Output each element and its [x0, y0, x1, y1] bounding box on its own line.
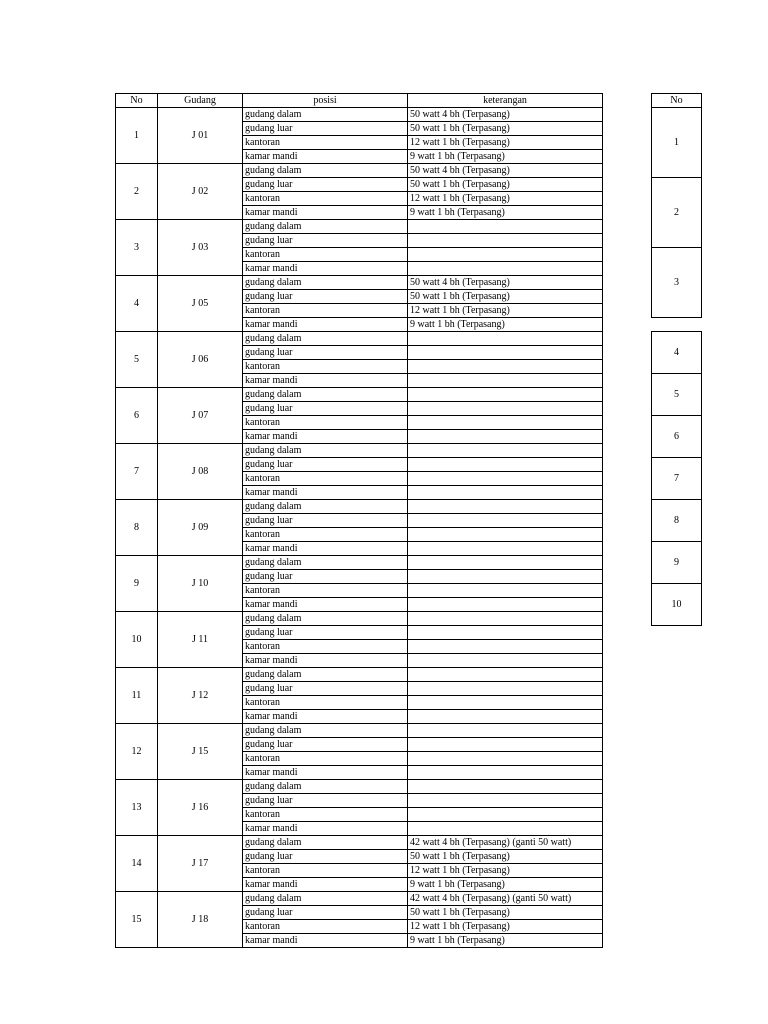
cell-posisi: kantoran: [243, 304, 408, 318]
cell-posisi: gudang dalam: [243, 724, 408, 738]
table-row: [116, 388, 603, 402]
row-gudang: J 16: [158, 780, 243, 836]
cell-posisi: kamar mandi: [243, 206, 408, 220]
table-row: [116, 556, 603, 570]
row-no: 5: [116, 332, 158, 388]
cell-posisi: kamar mandi: [243, 710, 408, 724]
cell-keterangan: [408, 640, 603, 654]
row-no: 12: [116, 724, 158, 780]
table-row: [116, 668, 603, 682]
cell-keterangan: [408, 472, 603, 486]
cell-posisi: gudang luar: [243, 402, 408, 416]
cell-posisi: kantoran: [243, 416, 408, 430]
cell-posisi: gudang dalam: [243, 836, 408, 850]
cell-keterangan: 50 watt 1 bh (Terpasang): [408, 850, 603, 864]
side-item-no: 4: [651, 331, 702, 374]
row-gudang: J 08: [158, 444, 243, 500]
cell-posisi: kamar mandi: [243, 822, 408, 836]
cell-keterangan: 50 watt 1 bh (Terpasang): [408, 290, 603, 304]
table-row: [116, 332, 603, 346]
cell-keterangan: [408, 752, 603, 766]
cell-keterangan: [408, 542, 603, 556]
header-posisi: posisi: [243, 94, 408, 108]
row-no: 15: [116, 892, 158, 948]
cell-keterangan: 9 watt 1 bh (Terpasang): [408, 318, 603, 332]
cell-posisi: kamar mandi: [243, 150, 408, 164]
row-no: 1: [116, 108, 158, 164]
cell-posisi: kantoran: [243, 192, 408, 206]
row-no: 10: [116, 612, 158, 668]
cell-posisi: kamar mandi: [243, 542, 408, 556]
cell-posisi: kamar mandi: [243, 766, 408, 780]
row-no: 3: [116, 220, 158, 276]
cell-keterangan: [408, 822, 603, 836]
cell-posisi: kantoran: [243, 808, 408, 822]
cell-keterangan: [408, 388, 603, 402]
cell-posisi: kantoran: [243, 360, 408, 374]
row-gudang: J 11: [158, 612, 243, 668]
cell-posisi: gudang dalam: [243, 388, 408, 402]
cell-posisi: gudang luar: [243, 682, 408, 696]
row-gudang: J 06: [158, 332, 243, 388]
cell-keterangan: [408, 612, 603, 626]
cell-posisi: kamar mandi: [243, 430, 408, 444]
cell-posisi: gudang dalam: [243, 668, 408, 682]
cell-posisi: kantoran: [243, 136, 408, 150]
cell-posisi: gudang luar: [243, 458, 408, 472]
cell-keterangan: 9 watt 1 bh (Terpasang): [408, 878, 603, 892]
cell-posisi: gudang luar: [243, 794, 408, 808]
side-item-no: 8: [651, 499, 702, 542]
row-no: 13: [116, 780, 158, 836]
cell-keterangan: 42 watt 4 bh (Terpasang) (ganti 50 watt): [408, 892, 603, 906]
header-gudang: Gudang: [158, 94, 243, 108]
cell-posisi: gudang dalam: [243, 892, 408, 906]
cell-posisi: gudang dalam: [243, 612, 408, 626]
table-row: [116, 892, 603, 906]
row-gudang: J 01: [158, 108, 243, 164]
cell-posisi: gudang luar: [243, 906, 408, 920]
row-gudang: J 02: [158, 164, 243, 220]
row-gudang: J 15: [158, 724, 243, 780]
cell-posisi: gudang luar: [243, 738, 408, 752]
table-row: [116, 164, 603, 178]
row-gudang: J 17: [158, 836, 243, 892]
side-item-no: 9: [651, 541, 702, 584]
cell-keterangan: [408, 262, 603, 276]
cell-posisi: gudang luar: [243, 290, 408, 304]
header-row: [116, 94, 603, 108]
cell-keterangan: [408, 346, 603, 360]
cell-posisi: gudang luar: [243, 514, 408, 528]
cell-keterangan: [408, 710, 603, 724]
row-gudang: J 07: [158, 388, 243, 444]
cell-keterangan: 9 watt 1 bh (Terpasang): [408, 150, 603, 164]
cell-keterangan: 50 watt 1 bh (Terpasang): [408, 906, 603, 920]
table-row: [116, 220, 603, 234]
cell-keterangan: [408, 808, 603, 822]
cell-posisi: gudang dalam: [243, 500, 408, 514]
table-row: [116, 612, 603, 626]
row-no: 4: [116, 276, 158, 332]
cell-keterangan: 50 watt 1 bh (Terpasang): [408, 178, 603, 192]
cell-keterangan: [408, 626, 603, 640]
side-item-no: 3: [651, 247, 702, 318]
cell-keterangan: [408, 374, 603, 388]
cell-keterangan: 12 watt 1 bh (Terpasang): [408, 192, 603, 206]
cell-posisi: gudang luar: [243, 122, 408, 136]
cell-keterangan: [408, 738, 603, 752]
cell-posisi: gudang dalam: [243, 276, 408, 290]
cell-keterangan: [408, 248, 603, 262]
cell-posisi: kamar mandi: [243, 318, 408, 332]
cell-posisi: gudang dalam: [243, 444, 408, 458]
cell-posisi: kantoran: [243, 864, 408, 878]
table-row: [116, 108, 603, 122]
cell-posisi: gudang luar: [243, 570, 408, 584]
cell-posisi: kamar mandi: [243, 934, 408, 948]
cell-keterangan: 12 watt 1 bh (Terpasang): [408, 864, 603, 878]
cell-posisi: kantoran: [243, 752, 408, 766]
cell-posisi: kantoran: [243, 528, 408, 542]
cell-posisi: gudang dalam: [243, 108, 408, 122]
row-gudang: J 05: [158, 276, 243, 332]
cell-keterangan: [408, 528, 603, 542]
cell-posisi: kantoran: [243, 640, 408, 654]
cell-posisi: kamar mandi: [243, 878, 408, 892]
cell-posisi: kantoran: [243, 696, 408, 710]
row-no: 9: [116, 556, 158, 612]
cell-keterangan: 9 watt 1 bh (Terpasang): [408, 934, 603, 948]
cell-keterangan: [408, 598, 603, 612]
cell-keterangan: 50 watt 1 bh (Terpasang): [408, 122, 603, 136]
cell-posisi: kantoran: [243, 584, 408, 598]
row-gudang: J 10: [158, 556, 243, 612]
row-no: 8: [116, 500, 158, 556]
cell-keterangan: [408, 360, 603, 374]
cell-posisi: gudang dalam: [243, 780, 408, 794]
table-row: [116, 836, 603, 850]
side-item-no: 6: [651, 415, 702, 458]
cell-posisi: gudang luar: [243, 178, 408, 192]
cell-keterangan: [408, 416, 603, 430]
cell-keterangan: [408, 654, 603, 668]
side-item-no: 10: [651, 583, 702, 626]
cell-keterangan: [408, 220, 603, 234]
row-no: 2: [116, 164, 158, 220]
side-item-no: 2: [651, 177, 702, 248]
table-row: [116, 444, 603, 458]
cell-keterangan: 50 watt 4 bh (Terpasang): [408, 164, 603, 178]
side-item-no: 7: [651, 457, 702, 500]
cell-posisi: kamar mandi: [243, 486, 408, 500]
cell-posisi: gudang dalam: [243, 220, 408, 234]
cell-keterangan: 12 watt 1 bh (Terpasang): [408, 920, 603, 934]
cell-posisi: gudang dalam: [243, 556, 408, 570]
cell-keterangan: [408, 724, 603, 738]
cell-posisi: kamar mandi: [243, 598, 408, 612]
row-no: 7: [116, 444, 158, 500]
side-header-no: No: [651, 93, 702, 108]
cell-posisi: gudang luar: [243, 346, 408, 360]
cell-keterangan: [408, 332, 603, 346]
cell-keterangan: [408, 556, 603, 570]
cell-posisi: kantoran: [243, 472, 408, 486]
cell-keterangan: [408, 430, 603, 444]
cell-posisi: kantoran: [243, 920, 408, 934]
cell-keterangan: [408, 570, 603, 584]
cell-keterangan: [408, 668, 603, 682]
table-row: [116, 500, 603, 514]
header-keterangan: keterangan: [408, 94, 603, 108]
header-no: No: [116, 94, 158, 108]
table-row: [116, 724, 603, 738]
row-no: 6: [116, 388, 158, 444]
cell-keterangan: [408, 584, 603, 598]
cell-posisi: kamar mandi: [243, 374, 408, 388]
cell-keterangan: 42 watt 4 bh (Terpasang) (ganti 50 watt): [408, 836, 603, 850]
cell-keterangan: [408, 766, 603, 780]
cell-keterangan: 9 watt 1 bh (Terpasang): [408, 206, 603, 220]
cell-keterangan: [408, 402, 603, 416]
cell-posisi: gudang dalam: [243, 332, 408, 346]
side-item-no: 1: [651, 107, 702, 178]
cell-keterangan: [408, 696, 603, 710]
cell-keterangan: [408, 682, 603, 696]
cell-keterangan: [408, 444, 603, 458]
cell-posisi: gudang dalam: [243, 164, 408, 178]
cell-keterangan: [408, 234, 603, 248]
cell-keterangan: 12 watt 1 bh (Terpasang): [408, 304, 603, 318]
cell-posisi: kantoran: [243, 248, 408, 262]
table-row: [116, 780, 603, 794]
cell-keterangan: 12 watt 1 bh (Terpasang): [408, 136, 603, 150]
row-gudang: J 09: [158, 500, 243, 556]
row-gudang: J 03: [158, 220, 243, 276]
table-row: [116, 276, 603, 290]
cell-posisi: kamar mandi: [243, 654, 408, 668]
cell-keterangan: [408, 500, 603, 514]
row-gudang: J 12: [158, 668, 243, 724]
cell-posisi: gudang luar: [243, 234, 408, 248]
cell-keterangan: [408, 486, 603, 500]
gudang-table: [115, 93, 603, 948]
row-no: 14: [116, 836, 158, 892]
cell-posisi: gudang luar: [243, 626, 408, 640]
row-gudang: J 18: [158, 892, 243, 948]
cell-keterangan: [408, 780, 603, 794]
cell-posisi: kamar mandi: [243, 262, 408, 276]
cell-keterangan: 50 watt 4 bh (Terpasang): [408, 276, 603, 290]
cell-keterangan: 50 watt 4 bh (Terpasang): [408, 108, 603, 122]
cell-keterangan: [408, 458, 603, 472]
side-item-no: 5: [651, 373, 702, 416]
cell-posisi: gudang luar: [243, 850, 408, 864]
cell-keterangan: [408, 794, 603, 808]
row-no: 11: [116, 668, 158, 724]
cell-keterangan: [408, 514, 603, 528]
